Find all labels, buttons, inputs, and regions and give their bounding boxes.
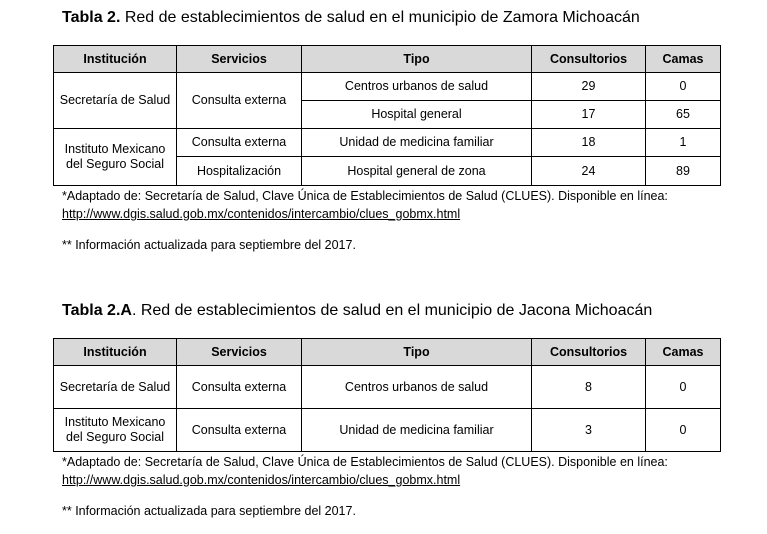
table2-caption-label: Tabla 2.A — [62, 302, 132, 319]
table1-cell-tipo: Unidad de medicina familiar — [302, 129, 532, 157]
table1-cell-consultorios: 29 — [532, 73, 646, 101]
table2-cell-consultorios: 3 — [532, 409, 646, 452]
table1-source-note: *Adaptado de: Secretaría de Salud, Clave Única de Establecimientos de Salud (CLUES). Disponible en línea: — [62, 189, 668, 203]
table1-update-note: ** Información actualizada para septiembre del 2017. — [62, 238, 356, 252]
table1-cell-servicios: Hospitalización — [177, 157, 302, 186]
table1-caption — [62, 8, 640, 28]
table1-cell-camas: 65 — [646, 101, 721, 129]
table2-header-servicios: Servicios — [177, 339, 302, 366]
table2-header-consultorios: Consultorios — [532, 339, 646, 366]
table1-cell-tipo: Centros urbanos de salud — [302, 73, 532, 101]
table2 — [53, 338, 721, 452]
table1-cell-consultorios: 24 — [532, 157, 646, 186]
table1-cell-camas: 0 — [646, 73, 721, 101]
table2-cell-institucion: Instituto Mexicano del Seguro Social — [54, 409, 177, 452]
table1-cell-servicios: Consulta externa — [177, 73, 302, 129]
table2-caption — [62, 301, 652, 321]
table-row — [54, 409, 721, 452]
table-row — [54, 73, 721, 101]
table1-caption-text: Red de establecimientos de salud en el municipio de Zamora Michoacán — [120, 9, 640, 26]
table-row — [54, 129, 721, 157]
table2-cell-camas: 0 — [646, 409, 721, 452]
table1-caption-label: Tabla 2. — [62, 9, 121, 26]
table1-cell-tipo: Hospital general — [302, 101, 532, 129]
table2-cell-tipo: Centros urbanos de salud — [302, 366, 532, 409]
table1-header-camas: Camas — [646, 46, 721, 73]
table2-cell-servicios: Consulta externa — [177, 409, 302, 452]
table1-header-consultorios: Consultorios — [532, 46, 646, 73]
table2-cell-camas: 0 — [646, 366, 721, 409]
table2-header-camas: Camas — [646, 339, 721, 366]
table2-cell-consultorios: 8 — [532, 366, 646, 409]
table1-cell-tipo: Hospital general de zona — [302, 157, 532, 186]
table1 — [53, 45, 721, 186]
table1-header-servicios: Servicios — [177, 46, 302, 73]
table1-cell-servicios: Consulta externa — [177, 129, 302, 157]
table1-cell-camas: 89 — [646, 157, 721, 186]
table1-header-tipo: Tipo — [302, 46, 532, 73]
table1-cell-consultorios: 18 — [532, 129, 646, 157]
table1-cell-institucion: Instituto Mexicano del Seguro Social — [54, 129, 177, 186]
table-row — [54, 366, 721, 409]
table1-cell-consultorios: 17 — [532, 101, 646, 129]
table2-header-tipo: Tipo — [302, 339, 532, 366]
table2-source-link[interactable]: http://www.dgis.salud.gob.mx/contenidos/intercambio/clues_gobmx.html — [62, 473, 461, 487]
table1-cell-camas: 1 — [646, 129, 721, 157]
table2-caption-text: . Red de establecimientos de salud en el municipio de Jacona Michoacán — [131, 302, 653, 319]
table2-update-note: ** Información actualizada para septiembre del 2017. — [62, 504, 356, 518]
table2-header-institucion: Institución — [54, 339, 177, 366]
table1-source-link[interactable]: http://www.dgis.salud.gob.mx/contenidos/intercambio/clues_gobmx.html — [62, 207, 461, 221]
table2-cell-servicios: Consulta externa — [177, 366, 302, 409]
table2-cell-tipo: Unidad de medicina familiar — [302, 409, 532, 452]
table2-header-row — [54, 339, 721, 366]
table1-cell-institucion: Secretaría de Salud — [54, 73, 177, 129]
table1-header-row — [54, 46, 721, 73]
table2-cell-institucion: Secretaría de Salud — [54, 366, 177, 409]
table1-header-institucion: Institución — [54, 46, 177, 73]
table2-source-note: *Adaptado de: Secretaría de Salud, Clave Única de Establecimientos de Salud (CLUES). Disponible en línea: — [62, 455, 668, 469]
